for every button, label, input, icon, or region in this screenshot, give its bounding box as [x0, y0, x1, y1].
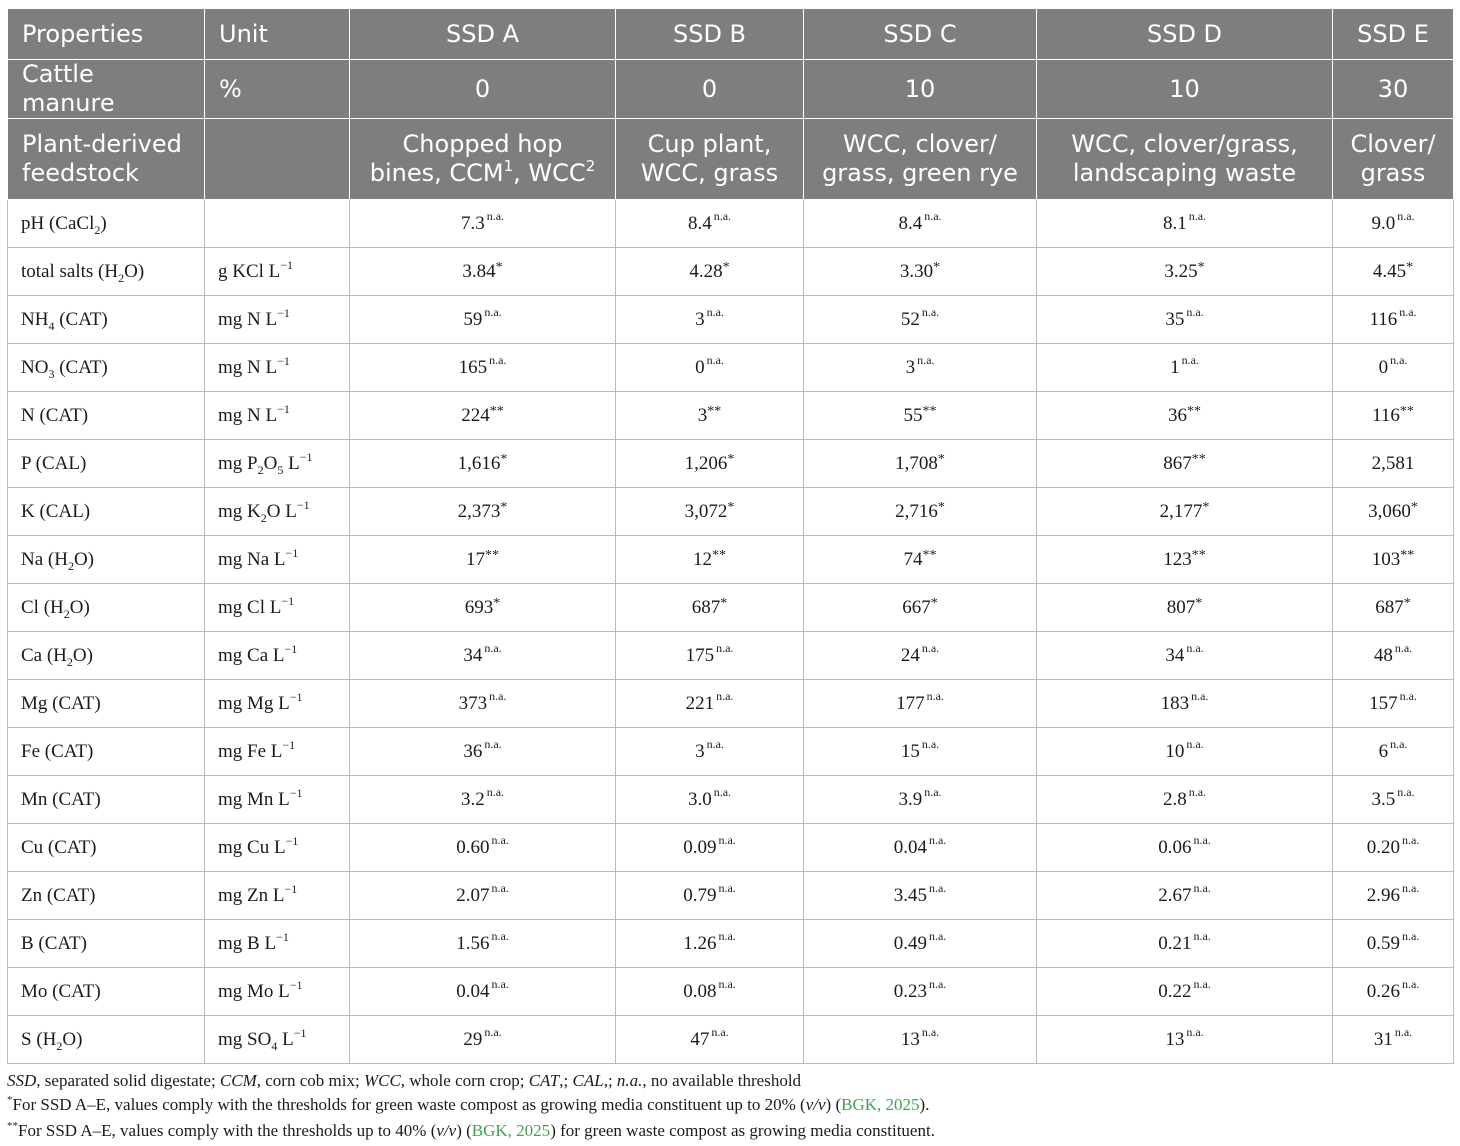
header-unit: Unit — [205, 9, 350, 60]
property-name: K (CAL) — [8, 488, 205, 536]
value-ssd-a: 224** — [350, 392, 616, 440]
value-ssd-e: 687* — [1333, 584, 1454, 632]
value-ssd-d: 867** — [1037, 440, 1333, 488]
property-name: Mn (CAT) — [8, 776, 205, 824]
feedstock-ssd-e: Clover/ grass — [1333, 119, 1454, 200]
value-ssd-c: 0.04 $^{n.a.}$ — [804, 824, 1037, 872]
value-ssd-d: 3.25* — [1037, 248, 1333, 296]
value-ssd-a: 59 $^{n.a.}$ — [350, 296, 616, 344]
value-ssd-a: 1,616* — [350, 440, 616, 488]
table-row — [8, 824, 1454, 872]
value-ssd-e: 2,581 — [1333, 440, 1454, 488]
value-ssd-e: 3,060* — [1333, 488, 1454, 536]
property-unit: mg B $L^{-1}$ — [205, 920, 350, 968]
feedstock-ssd-d: WCC, clover/grass, landscaping waste — [1037, 119, 1333, 200]
value-ssd-d: 123** — [1037, 536, 1333, 584]
value-ssd-e: 48 $^{n.a.}$ — [1333, 632, 1454, 680]
value-ssd-a: 7.3 $^{n.a.}$ — [350, 200, 616, 248]
property-name: Mg (CAT) — [8, 680, 205, 728]
value-ssd-d: 0.06 $^{n.a.}$ — [1037, 824, 1333, 872]
header-ssd-c: SSD C — [804, 9, 1037, 60]
property-unit: mg N $L^{-1}$ — [205, 344, 350, 392]
property-name: B (CAT) — [8, 920, 205, 968]
header-row-feedstock — [8, 119, 1454, 200]
property-name: N (CAT) — [8, 392, 205, 440]
feedstock-ssd-b: Cup plant, WCC, grass — [616, 119, 804, 200]
value-ssd-d: 2,177* — [1037, 488, 1333, 536]
property-name: Na $(H_2O)$ — [8, 536, 205, 584]
value-ssd-a: 3.2 $^{n.a.}$ — [350, 776, 616, 824]
value-ssd-e: 6 $^{n.a.}$ — [1333, 728, 1454, 776]
manure-ssd-b: 0 — [616, 60, 804, 119]
property-name: pH (CaCl$_2$) — [8, 200, 205, 248]
value-ssd-d: 34 $^{n.a.}$ — [1037, 632, 1333, 680]
value-ssd-a: 3.84* — [350, 248, 616, 296]
value-ssd-a: 0.60 $^{n.a.}$ — [350, 824, 616, 872]
value-ssd-b: 221 $^{n.a.}$ — [616, 680, 804, 728]
value-ssd-e: 0.26 $^{n.a.}$ — [1333, 968, 1454, 1016]
header-feedstock-unit-empty — [205, 119, 350, 200]
table-row — [8, 248, 1454, 296]
header-row-cattle-manure — [8, 60, 1454, 119]
header-ssd-a: SSD A — [350, 9, 616, 60]
value-ssd-d: 2.8 $^{n.a.}$ — [1037, 776, 1333, 824]
value-ssd-b: 47 $^{n.a.}$ — [616, 1016, 804, 1064]
table-row — [8, 344, 1454, 392]
value-ssd-a: 2,373* — [350, 488, 616, 536]
value-ssd-c: 52 $^{n.a.}$ — [804, 296, 1037, 344]
value-ssd-c: 55** — [804, 392, 1037, 440]
value-ssd-a: 373 $^{n.a.}$ — [350, 680, 616, 728]
value-ssd-c: 3.45 $^{n.a.}$ — [804, 872, 1037, 920]
footnote-double-star: **For SSD A–E, values comply with the thresholds up to 40% (v/v) (BGK, 2025) for green waste compost as growing media constituent. — [7, 1120, 935, 1140]
table-row — [8, 488, 1454, 536]
header-properties: Properties — [8, 9, 205, 60]
property-name: Zn (CAT) — [8, 872, 205, 920]
table-row — [8, 1016, 1454, 1064]
value-ssd-c: 667* — [804, 584, 1037, 632]
value-ssd-b: 3 $^{n.a.}$ — [616, 296, 804, 344]
property-name: total salts $(H_2O)$ — [8, 248, 205, 296]
table-row — [8, 776, 1454, 824]
value-ssd-c: 177 $^{n.a.}$ — [804, 680, 1037, 728]
value-ssd-a: 2.07 $^{n.a.}$ — [350, 872, 616, 920]
header-ssd-d: SSD D — [1037, 9, 1333, 60]
property-unit: mg N $L^{-1}$ — [205, 392, 350, 440]
property-unit: mg Cl $L^{-1}$ — [205, 584, 350, 632]
header-row-properties — [8, 9, 1454, 60]
value-ssd-b: 0.79 $^{n.a.}$ — [616, 872, 804, 920]
value-ssd-d: 807* — [1037, 584, 1333, 632]
value-ssd-d: 0.22 $^{n.a.}$ — [1037, 968, 1333, 1016]
value-ssd-c: 1,708* — [804, 440, 1037, 488]
table-row — [8, 440, 1454, 488]
feedstock-ssd-c: WCC, clover/ grass, green rye — [804, 119, 1037, 200]
table-row — [8, 680, 1454, 728]
value-ssd-a: 1.56 $^{n.a.}$ — [350, 920, 616, 968]
manure-ssd-a: 0 — [350, 60, 616, 119]
value-ssd-c: 0.49 $^{n.a.}$ — [804, 920, 1037, 968]
property-unit: mg Cu $L^{-1}$ — [205, 824, 350, 872]
value-ssd-a: 36 $^{n.a.}$ — [350, 728, 616, 776]
property-unit: mg Mn $L^{-1}$ — [205, 776, 350, 824]
property-unit: mg $SO_4$ $L^{-1}$ — [205, 1016, 350, 1064]
property-unit: mg Mg $L^{-1}$ — [205, 680, 350, 728]
footnote-single-star: *For SSD A–E, values comply with the thresholds for green waste compost as growing media constituent up to 20% (v/v) (BGK, 2025). — [7, 1093, 930, 1114]
value-ssd-c: 15 $^{n.a.}$ — [804, 728, 1037, 776]
value-ssd-b: 1,206* — [616, 440, 804, 488]
value-ssd-e: 2.96 $^{n.a.}$ — [1333, 872, 1454, 920]
value-ssd-c: 0.23 $^{n.a.}$ — [804, 968, 1037, 1016]
value-ssd-b: 3** — [616, 392, 804, 440]
table-row — [8, 296, 1454, 344]
value-ssd-b: 175 $^{n.a.}$ — [616, 632, 804, 680]
table-footnotes — [7, 1069, 1453, 1146]
value-ssd-d: 36** — [1037, 392, 1333, 440]
property-unit: mg Mo $L^{-1}$ — [205, 968, 350, 1016]
value-ssd-a: 34 $^{n.a.}$ — [350, 632, 616, 680]
value-ssd-c: 74** — [804, 536, 1037, 584]
value-ssd-a: 0.04 $^{n.a.}$ — [350, 968, 616, 1016]
value-ssd-b: 0.09 $^{n.a.}$ — [616, 824, 804, 872]
value-ssd-e: 157 $^{n.a.}$ — [1333, 680, 1454, 728]
value-ssd-b: 3 $^{n.a.}$ — [616, 728, 804, 776]
value-ssd-c: 3 $^{n.a.}$ — [804, 344, 1037, 392]
value-ssd-c: 3.30* — [804, 248, 1037, 296]
value-ssd-e: 116** — [1333, 392, 1454, 440]
property-unit: mg Fe $L^{-1}$ — [205, 728, 350, 776]
value-ssd-e: 3.5 $^{n.a.}$ — [1333, 776, 1454, 824]
digestate-properties-table — [7, 8, 1454, 1064]
value-ssd-d: 8.1 $^{n.a.}$ — [1037, 200, 1333, 248]
table-row — [8, 536, 1454, 584]
table-row — [8, 632, 1454, 680]
value-ssd-a: 693* — [350, 584, 616, 632]
property-name: $NO_3$ (CAT) — [8, 344, 205, 392]
value-ssd-d: 183 $^{n.a.}$ — [1037, 680, 1333, 728]
value-ssd-e: 0.59 $^{n.a.}$ — [1333, 920, 1454, 968]
value-ssd-c: 13 $^{n.a.}$ — [804, 1016, 1037, 1064]
value-ssd-c: 2,716* — [804, 488, 1037, 536]
manure-ssd-d: 10 — [1037, 60, 1333, 119]
data-table-container — [7, 8, 1453, 1064]
reference-link-bgk-2025[interactable]: BGK, 2025 — [841, 1094, 920, 1114]
value-ssd-d: 35 $^{n.a.}$ — [1037, 296, 1333, 344]
header-ssd-e: SSD E — [1333, 9, 1454, 60]
table-row — [8, 728, 1454, 776]
value-ssd-b: 0 $^{n.a.}$ — [616, 344, 804, 392]
value-ssd-b: 4.28* — [616, 248, 804, 296]
property-unit: mg N $L^{-1}$ — [205, 296, 350, 344]
table-row — [8, 392, 1454, 440]
header-ssd-b: SSD B — [616, 9, 804, 60]
value-ssd-b: 12** — [616, 536, 804, 584]
table-row — [8, 584, 1454, 632]
value-ssd-d: 2.67 $^{n.a.}$ — [1037, 872, 1333, 920]
value-ssd-e: 0.20 $^{n.a.}$ — [1333, 824, 1454, 872]
property-unit: mg Zn $L^{-1}$ — [205, 872, 350, 920]
value-ssd-d: 1 $^{n.a.}$ — [1037, 344, 1333, 392]
table-row — [8, 200, 1454, 248]
header-cattle-manure: Cattle manure — [8, 60, 205, 119]
property-name: Mo (CAT) — [8, 968, 205, 1016]
value-ssd-a: 17** — [350, 536, 616, 584]
property-unit: mg $K_2O$ $L^{-1}$ — [205, 488, 350, 536]
property-name: $NH_4$ (CAT) — [8, 296, 205, 344]
feedstock-ssd-a: Chopped hop bines, CCM$^1$, WCC$^2$ — [350, 119, 616, 200]
property-unit: mg Ca $L^{-1}$ — [205, 632, 350, 680]
value-ssd-e: 9.0 $^{n.a.}$ — [1333, 200, 1454, 248]
table-body — [8, 200, 1454, 1064]
value-ssd-e: 0 $^{n.a.}$ — [1333, 344, 1454, 392]
value-ssd-e: 116 $^{n.a.}$ — [1333, 296, 1454, 344]
manure-ssd-e: 30 — [1333, 60, 1454, 119]
header-plant-derived-feedstock: Plant-derived feedstock — [8, 119, 205, 200]
value-ssd-c: 3.9 $^{n.a.}$ — [804, 776, 1037, 824]
property-name: S $(H_2O)$ — [8, 1016, 205, 1064]
value-ssd-d: 13 $^{n.a.}$ — [1037, 1016, 1333, 1064]
value-ssd-b: 3,072* — [616, 488, 804, 536]
table-row — [8, 968, 1454, 1016]
value-ssd-d: 0.21 $^{n.a.}$ — [1037, 920, 1333, 968]
value-ssd-b: 1.26 $^{n.a.}$ — [616, 920, 804, 968]
property-name: Ca $(H_2O)$ — [8, 632, 205, 680]
value-ssd-c: 8.4 $^{n.a.}$ — [804, 200, 1037, 248]
property-name: Cu (CAT) — [8, 824, 205, 872]
property-unit: mg $P_2O_5$ $L^{-1}$ — [205, 440, 350, 488]
property-unit — [205, 200, 350, 248]
table-row — [8, 872, 1454, 920]
abbreviations-note: SSD, separated solid digestate; CCM, corn cob mix; WCC, whole corn crop; CAT,; CAL,; n.a., no available threshold — [7, 1071, 802, 1090]
value-ssd-d: 10 $^{n.a.}$ — [1037, 728, 1333, 776]
property-name: Cl $(H_2O)$ — [8, 584, 205, 632]
value-ssd-c: 24 $^{n.a.}$ — [804, 632, 1037, 680]
reference-link-bgk-2025[interactable]: BGK, 2025 — [471, 1121, 551, 1140]
value-ssd-a: 29 $^{n.a.}$ — [350, 1016, 616, 1064]
value-ssd-b: 687* — [616, 584, 804, 632]
value-ssd-e: 31 $^{n.a.}$ — [1333, 1016, 1454, 1064]
value-ssd-e: 4.45* — [1333, 248, 1454, 296]
value-ssd-b: 0.08 $^{n.a.}$ — [616, 968, 804, 1016]
property-unit: g KCl $L^{-1}$ — [205, 248, 350, 296]
value-ssd-b: 8.4 $^{n.a.}$ — [616, 200, 804, 248]
value-ssd-e: 103** — [1333, 536, 1454, 584]
property-name: Fe (CAT) — [8, 728, 205, 776]
value-ssd-a: 165 $^{n.a.}$ — [350, 344, 616, 392]
value-ssd-b: 3.0 $^{n.a.}$ — [616, 776, 804, 824]
property-name: P (CAL) — [8, 440, 205, 488]
manure-ssd-c: 10 — [804, 60, 1037, 119]
table-row — [8, 920, 1454, 968]
header-percent-unit: % — [205, 60, 350, 119]
property-unit: mg Na $L^{-1}$ — [205, 536, 350, 584]
